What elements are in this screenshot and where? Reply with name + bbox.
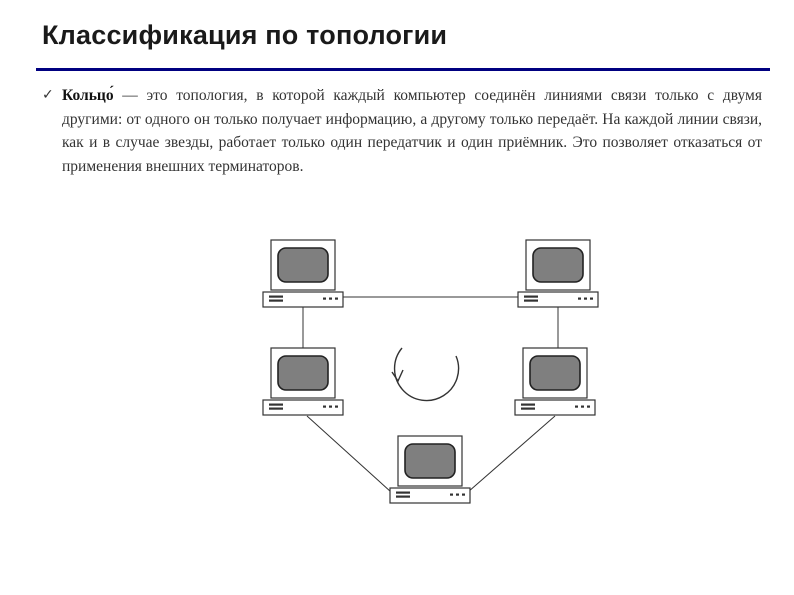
link-left-diagonal [307, 416, 391, 492]
computer-top-left [263, 240, 343, 307]
computer-bottom [390, 436, 470, 503]
checkmark-icon: ✓ [42, 87, 54, 103]
link-right-diagonal [468, 416, 555, 492]
computer-middle-right [515, 348, 595, 415]
computer-middle-left [263, 348, 343, 415]
computer-top-right [518, 240, 598, 307]
counterclockwise-arrow-icon [392, 348, 459, 401]
term-ring: Кольцо́ [62, 87, 114, 104]
definition-text: — это топология, в которой каждый компьютер соединён линиями связи только с двумя другими: от одного он только получает информацию, а другому только передаёт. На каждой линии связи, как и в случае звезды, работает только один передатчик и один приёмник. Это позволяет отказаться от применения внешних терминаторов. [62, 87, 762, 175]
slide-title: Классификация по топологии [42, 20, 448, 50]
